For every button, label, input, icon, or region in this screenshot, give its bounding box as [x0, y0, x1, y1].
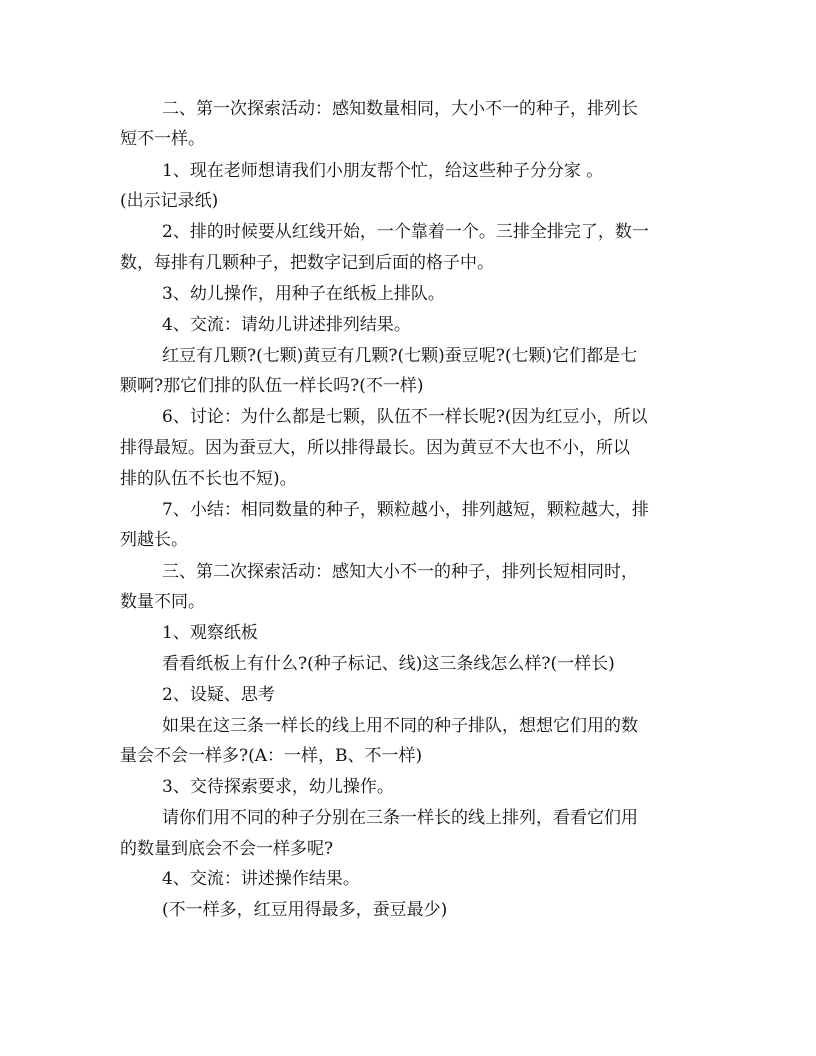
list-item: 4、交流：讲述操作结果。	[162, 869, 360, 889]
list-item: 3、交待探索要求，幼儿操作。	[162, 777, 394, 797]
list-item: 6、讨论：为什么都是七颗，队伍不一样长呢?(因为红豆小，所以	[162, 407, 648, 427]
paragraph-line: 的数量到底会不会一样多呢?	[120, 839, 334, 859]
paragraph-line: 数，每排有几颗种子，把数字记到后面的格子中。	[120, 253, 494, 273]
paragraph-line: 列越长。	[120, 530, 188, 550]
paragraph-line: (出示记录纸)	[120, 191, 219, 211]
paragraph-line: 颗啊?那它们排的队伍一样长吗?(不一样)	[120, 376, 424, 396]
list-item: 1、现在老师想请我们小朋友帮个忙，给这些种子分分家 。	[162, 161, 604, 181]
paragraph-line: 排得最短。因为蚕豆大，所以排得最长。因为黄豆不大也不小，所以	[120, 438, 630, 458]
paragraph-line: 量会不会一样多?(A：一样，B、不一样)	[120, 746, 423, 766]
list-item: 2、排的时候要从红线开始，一个靠着一个。三排全排完了，数一	[162, 222, 649, 242]
list-item: 2、设疑、思考	[162, 685, 275, 705]
section-heading: 三、第二次探索活动：感知大小不一的种子，排列长短相同时，	[162, 562, 638, 582]
list-item: 7、小结：相同数量的种子，颗粒越小，排列越短，颗粒越大，排	[162, 500, 649, 520]
paragraph-line: 如果在这三条一样长的线上用不同的种子排队，想想它们用的数	[162, 716, 638, 736]
paragraph-line: 排的队伍不长也不短)。	[120, 469, 297, 489]
list-item: 1、观察纸板	[162, 623, 258, 643]
list-item: 3、幼儿操作，用种子在纸板上排队。	[162, 284, 445, 304]
paragraph-line: 看看纸板上有什么?(种子标记、线)这三条线怎么样?(一样长)	[162, 654, 615, 674]
section-heading: 二、第一次探索活动：感知数量相同，大小不一的种子，排列长	[162, 99, 638, 119]
paragraph-line: 请你们用不同的种子分别在三条一样长的线上排列，看看它们用	[162, 808, 638, 828]
list-item: 4、交流：请幼儿讲述排列结果。	[162, 315, 411, 335]
paragraph-line: 数量不同。	[120, 592, 205, 612]
paragraph-line: 红豆有几颗?(七颗)黄豆有几颗?(七颗)蚕豆呢?(七颗)它们都是七	[162, 346, 638, 366]
paragraph-line: 短不一样。	[120, 129, 205, 149]
paragraph-line: (不一样多，红豆用得最多，蚕豆最少)	[162, 900, 448, 920]
